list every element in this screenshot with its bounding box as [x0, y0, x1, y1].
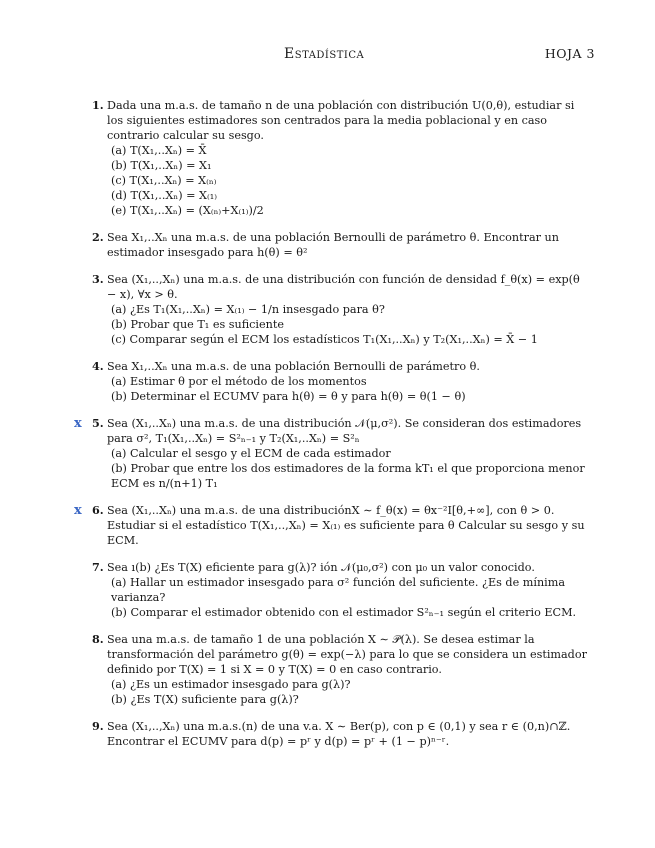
problem-7 [92, 560, 592, 620]
problem-number: 7. [92, 560, 104, 574]
problem-8 [92, 632, 592, 707]
problem-statement: Sea (X₁,..Xₙ) una m.a.s. de una distribuciónX ∼ f_θ(x) = θx⁻²I[θ,+∞], con θ > 0. Estudiar si el estadístico T(X₁,..,Xₙ) = X₍₁₎ es suficiente para θ Calcular su sesgo y su ECM. [107, 504, 585, 547]
problem-number: 6. [92, 503, 104, 517]
problem-statement: Sea X₁,..Xₙ una m.a.s. de una población Bernoulli de parámetro θ. [107, 360, 480, 373]
problem-number: 1. [92, 98, 104, 112]
problem-statement: Sea una m.a.s. de tamaño 1 de una población X ∼ 𝒫(λ). Se desea estimar la transformación del parámetro g(θ) = exp(−λ) para lo que se considera un estimador definido por T(X) = 1 si X = 0 y T(X) = 0 en caso contrario. [107, 633, 587, 676]
problem-number: 5. [92, 416, 104, 430]
problem-number: 2. [92, 230, 104, 244]
problem-body [107, 98, 592, 218]
problem-subitem: (b) ¿Es T(X) suficiente para g(λ)? [111, 693, 299, 706]
problem-subitem: (a) ¿Es un estimador insesgado para g(λ)? [111, 678, 351, 691]
sheet-label: HOJA 3 [544, 46, 595, 61]
problem-9 [92, 719, 592, 749]
problem-subitem: (b) Determinar el ECUMV para h(θ) = θ y para h(θ) = θ(1 − θ) [111, 390, 466, 403]
problem-subitem: (a) ¿Es T₁(X₁,..Xₙ) = X₍₁₎ − 1/n insesgado para θ? [111, 303, 385, 316]
problem-3 [92, 272, 592, 347]
problem-subitem: (c) T(X₁,..Xₙ) = X₍ₙ₎ [111, 174, 217, 187]
problem-body [107, 560, 592, 620]
problem-6 [74, 503, 592, 548]
handwritten-mark-icon: x [74, 416, 82, 431]
problem-statement: Sea (X₁,..,Xₙ) una m.a.s. de una distribución con función de densidad f_θ(x) = exp(θ − x), ∀x > θ. [107, 273, 580, 301]
problem-body [107, 272, 592, 347]
problem-subitem: (c) Comparar según el ECM los estadísticos T₁(X₁,..Xₙ) y T₂(X₁,..Xₙ) = X̄ − 1 [111, 333, 538, 346]
problem-subitem: (b) T(X₁,..Xₙ) = X₁ [111, 159, 212, 172]
problem-number: 4. [92, 359, 104, 373]
problem-subitem: (d) T(X₁,..Xₙ) = X₍₁₎ [111, 189, 217, 202]
page-title: Estadística [284, 46, 365, 62]
problem-body [107, 719, 592, 749]
problem-subitem: (a) Estimar θ por el método de los momentos [111, 375, 367, 388]
problem-body [107, 416, 592, 491]
problem-subitem: (a) Hallar un estimador insesgado para σ² función del suficiente. ¿Es de mínima varianza? [111, 576, 566, 604]
problem-list [74, 98, 592, 761]
problem-body [107, 632, 592, 707]
problem-body [107, 230, 592, 260]
problem-subitem: (a) Calcular el sesgo y el ECM de cada estimador [111, 447, 391, 460]
problem-subitem: (a) T(X₁,..Xₙ) = X̄ [111, 144, 207, 157]
problem-number: 8. [92, 632, 104, 646]
problem-subitem: (b) Probar que T₁ es suficiente [111, 318, 284, 331]
problem-1 [92, 98, 592, 218]
problem-statement: Dada una m.a.s. de tamaño n de una población con distribución U(0,θ), estudiar si los siguientes estimadores son centrados para la media poblacional y en caso contrario calcular su sesgo. [107, 99, 575, 142]
problem-subitem: (b) Probar que entre los dos estimadores de la forma kT₁ el que proporciona menor ECM es n/(n+1) T₁ [111, 462, 585, 490]
problem-2 [92, 230, 592, 260]
problem-subitem: (e) T(X₁,..Xₙ) = (X₍ₙ₎+X₍₁₎)/2 [111, 204, 264, 217]
problem-number: 3. [92, 272, 104, 286]
problem-statement: Sea ı(b) ¿Es T(X) eficiente para g(λ)? ión 𝒩(μ₀,σ²) con μ₀ un valor conocido. [107, 561, 535, 574]
problem-5 [74, 416, 592, 491]
problem-statement: Sea X₁,..Xₙ una m.a.s. de una población Bernoulli de parámetro θ. Encontrar un estimador insesgado para h(θ) = θ² [107, 231, 559, 259]
problem-body [107, 503, 592, 548]
page-header [56, 46, 595, 64]
problem-statement: Sea (X₁,..,Xₙ) una m.a.s.(n) de una v.a. X ∼ Ber(p), con p ∈ (0,1) y sea r ∈ (0,n)∩ℤ. Encontrar el ECUMV para d(p) = pʳ y d(p) = pʳ + (1 − p)ⁿ⁻ʳ. [107, 720, 571, 748]
problem-number: 9. [92, 719, 104, 733]
problem-body [107, 359, 592, 404]
problem-statement: Sea (X₁,..Xₙ) una m.a.s. de una distribución 𝒩(μ,σ²). Se consideran dos estimadores para σ², T₁(X₁,..Xₙ) = S²ₙ₋₁ y T₂(X₁,..Xₙ) = S²ₙ [107, 417, 582, 445]
handwritten-mark-icon: x [74, 503, 82, 518]
problem-4 [92, 359, 592, 404]
problem-subitem: (b) Comparar el estimador obtenido con el estimador S²ₙ₋₁ según el criterio ECM. [111, 606, 577, 619]
